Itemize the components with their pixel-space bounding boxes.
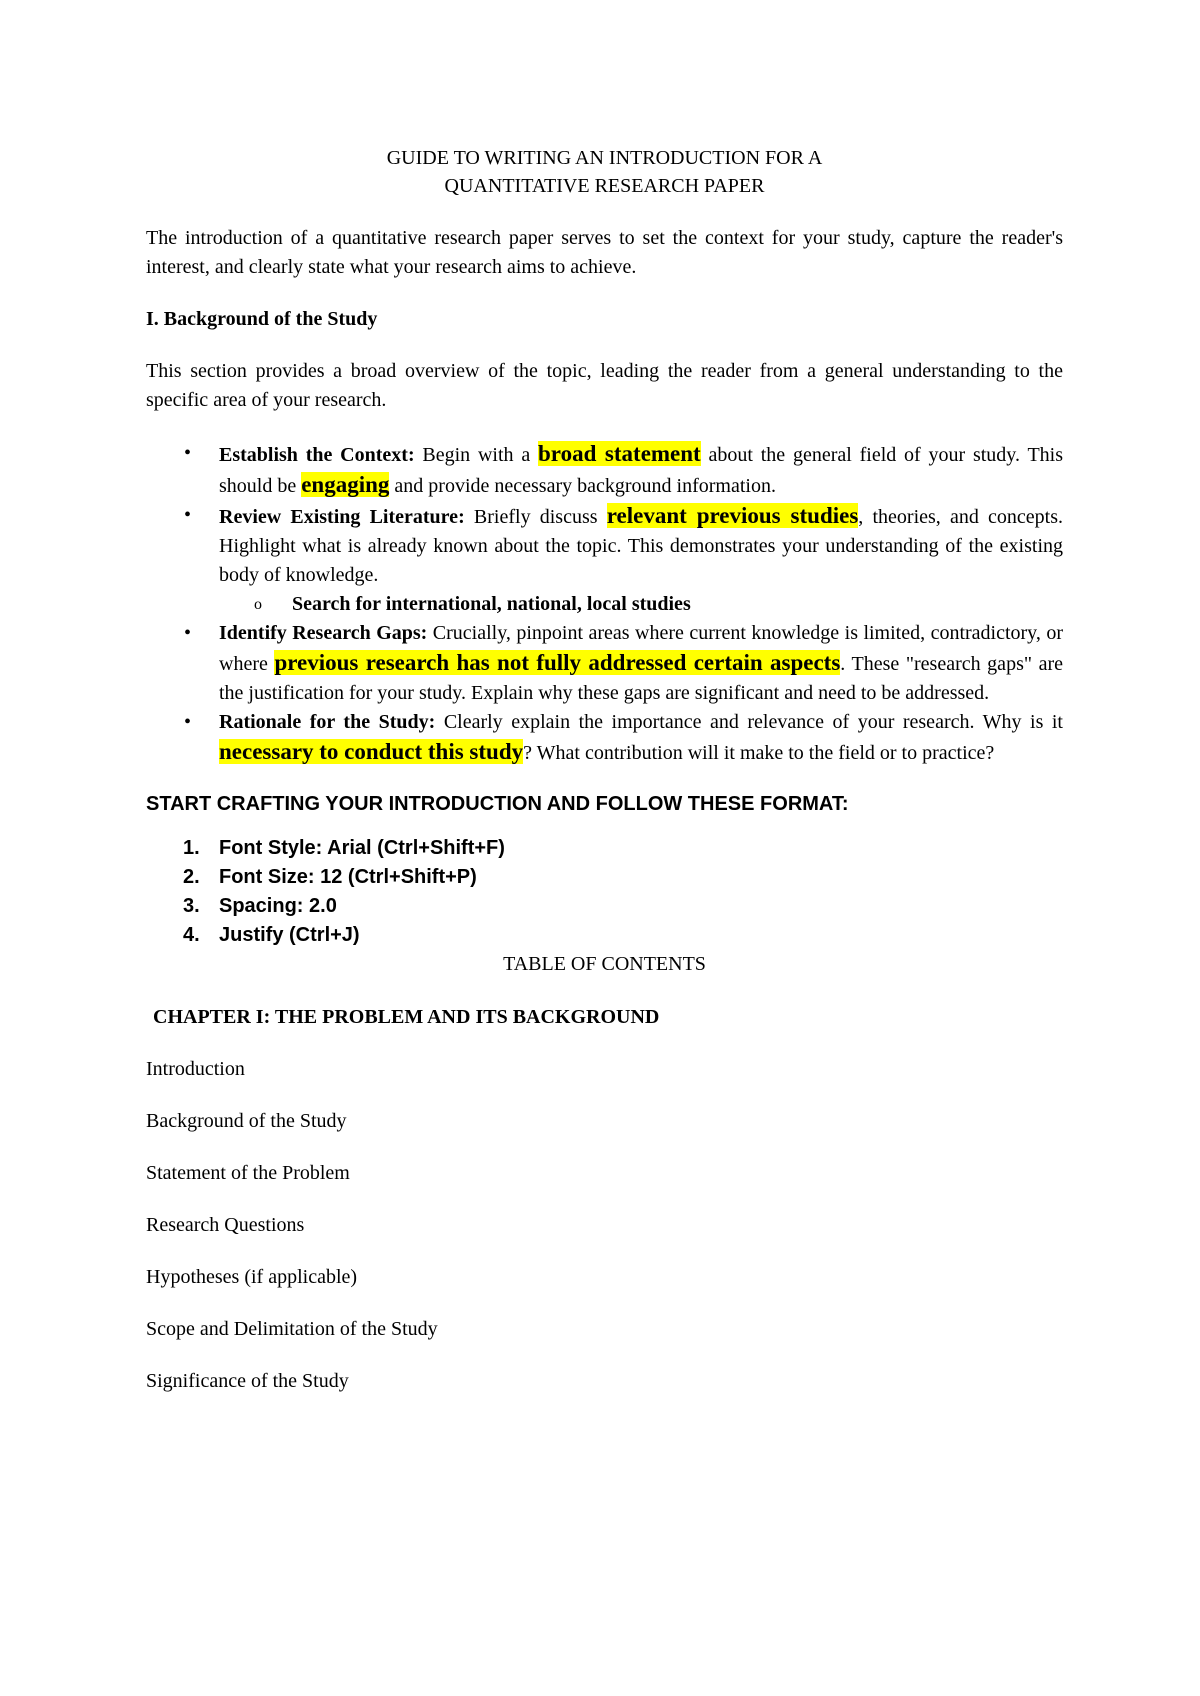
highlight-necessary-study: necessary to conduct this study	[219, 739, 524, 764]
bullet-label: Rationale for the Study:	[219, 711, 436, 733]
bullet-review-literature	[146, 501, 1063, 590]
sub-bullet-text: Search for international, national, local studies	[292, 593, 691, 615]
bullet-marker: •	[184, 442, 192, 464]
format-item-text: Justify (Ctrl+J)	[219, 924, 360, 946]
bullet-marker: •	[184, 504, 192, 526]
guide-bullet-list	[146, 439, 1063, 768]
document-page	[146, 144, 1063, 1395]
document-title-line-1: GUIDE TO WRITING AN INTRODUCTION FOR A	[386, 147, 823, 169]
bullet-marker: •	[184, 622, 192, 644]
bullet-text: Clearly explain the importance and relevance of your research. Why is it	[435, 711, 1063, 733]
background-paragraph: This section provides a broad overview of the topic, leading the reader from a general understanding to the specific area of your research.	[146, 360, 1063, 411]
bullet-text: . These "research gaps" are the justification for your study. Explain why these gaps are significant and need to be addressed.	[219, 653, 1064, 704]
bullet-label: Identify Research Gaps:	[219, 622, 428, 644]
toc-item: Introduction	[146, 1058, 245, 1080]
bullet-establish-context	[146, 439, 1063, 501]
format-item	[146, 834, 1063, 863]
sub-bullet-marker: o	[254, 596, 262, 613]
toc-item: Significance of the Study	[146, 1370, 349, 1392]
format-item-number: 2.	[183, 866, 200, 888]
bullet-marker: •	[184, 711, 192, 733]
toc-title: TABLE OF CONTENTS	[503, 953, 706, 975]
format-item-number: 1.	[183, 837, 200, 859]
toc-item: Hypotheses (if applicable)	[146, 1266, 358, 1288]
format-item-text: Spacing: 2.0	[219, 895, 337, 917]
background-heading: I. Background of the Study	[146, 308, 378, 330]
format-item	[146, 863, 1063, 892]
document-title-line-2: QUANTITATIVE RESEARCH PAPER	[444, 175, 765, 197]
toc-chapter-heading: CHAPTER I: THE PROBLEM AND ITS BACKGROUND	[153, 1006, 660, 1028]
toc-item: Scope and Delimitation of the Study	[146, 1318, 438, 1340]
format-item-text: Font Style: Arial (Ctrl+Shift+F)	[219, 837, 505, 859]
toc-item: Research Questions	[146, 1214, 305, 1236]
format-list	[146, 834, 1063, 950]
bullet-text: and provide necessary background information.	[389, 475, 776, 497]
bullet-label: Review Existing Literature:	[219, 506, 465, 528]
toc-item: Statement of the Problem	[146, 1162, 350, 1184]
bullet-rationale	[146, 708, 1063, 768]
intro-paragraph: The introduction of a quantitative research paper serves to set the context for your study, capture the reader's interest, and clearly state what your research aims to achieve.	[146, 227, 1063, 278]
format-item-number: 4.	[183, 924, 200, 946]
bullet-text: Begin with a	[414, 444, 538, 466]
bullet-text: about the general field of your study. This should be	[219, 444, 1063, 497]
highlight-previous-research: previous research has not fully addressed certain aspects	[274, 650, 841, 675]
highlight-broad-statement: broad statement	[538, 441, 701, 466]
bullet-text: Briefly discuss	[464, 506, 607, 528]
bullet-label: Establish the Context:	[219, 444, 415, 466]
format-item-text: Font Size: 12 (Ctrl+Shift+P)	[219, 866, 477, 888]
format-item	[146, 921, 1063, 950]
bullet-research-gaps	[146, 619, 1063, 708]
toc-item: Background of the Study	[146, 1110, 347, 1132]
bullet-text: Crucially, pinpoint areas where current knowledge is limited, contradictory, or where	[219, 622, 1064, 675]
format-item-number: 3.	[183, 895, 200, 917]
bullet-text: ? What contribution will it make to the field or to practice?	[523, 742, 995, 764]
bullet-text: , theories, and concepts. Highlight what is already known about the topic. This demonstrates your understanding of the existing body of knowledge.	[219, 506, 1063, 586]
highlight-relevant-studies: relevant previous studies	[606, 503, 859, 528]
format-item	[146, 892, 1063, 921]
sub-bullet-search-studies	[146, 590, 1063, 619]
highlight-engaging: engaging	[301, 472, 390, 497]
format-heading: START CRAFTING YOUR INTRODUCTION AND FOLLOW THESE FORMAT:	[146, 793, 849, 815]
